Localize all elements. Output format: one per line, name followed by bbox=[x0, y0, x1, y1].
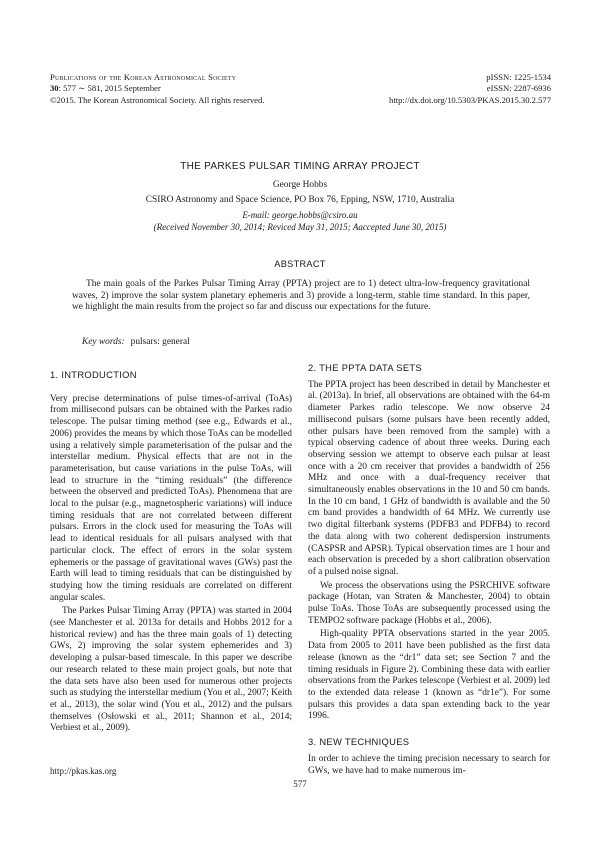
right-column bbox=[308, 362, 550, 777]
received-dates: (Received November 30, 2014; Reviced May 31, 2015; Aaccepted June 30, 2015) bbox=[153, 222, 447, 232]
copyright-line: ©2015. The Korean Astronomical Society. All rights reserved. bbox=[50, 94, 265, 105]
paragraph: In order to achieve the timing precision necessary to search for GWs, we have had to make numerous im- bbox=[308, 753, 550, 776]
paragraph: High-quality PPTA observations started in the year 2005. Data from 2005 to 2011 have been published as the first data release (known as the “dr1” data set; see Section 7 and the timing residuals in Figure 2). Combining these data with earlier observations from the Parkes telescope (Verbiest et al. 2009) led to the extended data release 1 (known as “dr1e”). For some pulsars this provides a data span extending back to the year 1996. bbox=[308, 629, 550, 722]
issn-block bbox=[311, 72, 551, 106]
paragraph: The Parkes Pulsar Timing Array (PPTA) was started in 2004 (see Manchester et al. 2013a for details and Hobbs 2012 for a historical review) and has the three main goals of 1) detecting GWs, 2) improving the solar system ephemerides and 3) developing a pulsar-based timescale. In this paper we describe our research related to these main project goals, but note that the data sets have also been used for numerous other projects such as studying the interstellar medium (You et al., 2007; Keith et al., 2013), the solar wind (You et al., 2012) and the pulsars themselves (Osłowski et al., 2011; Shannon et al., 2014; Verbiest et al., 2009). bbox=[50, 606, 292, 734]
left-column bbox=[50, 369, 292, 735]
keywords-value: pulsars: general bbox=[130, 337, 190, 347]
keywords-label: Key words: bbox=[82, 337, 125, 347]
journal-header bbox=[50, 72, 350, 106]
volume-number: 30 bbox=[50, 83, 59, 94]
abstract-heading: ABSTRACT bbox=[274, 259, 326, 269]
section-heading-data-sets: 2. THE PPTA DATA SETS bbox=[308, 362, 422, 373]
section-heading-introduction: 1. INTRODUCTION bbox=[50, 369, 137, 380]
section-heading-new-techniques: 3. NEW TECHNIQUES bbox=[308, 736, 410, 748]
paragraph: We process the observations using the PSRCHIVE software package (Hotan, van Straten & Manchester, 2004) to obtain pulse ToAs. Those ToAs are subsequently processed using the TEMPO2 software package (Hobbs et al., 2006). bbox=[308, 580, 550, 626]
author-email[interactable]: E-mail: george.hobbs@csiro.au bbox=[242, 210, 358, 220]
affiliation: CSIRO Astronomy and Space Science, PO Box 76, Epping, NSW, 1710, Australia bbox=[145, 195, 455, 205]
paragraph: Very precise determinations of pulse times-of-arrival (ToAs) from millisecond pulsars can be obtained with the Parkes radio telescope. The pulsar timing method (see e.g., Edwards et al., 2006) provides the means by which those ToAs can be modelled using a relatively simple parameterisation of the pulsar and the interstellar medium. Physical effects that are not in the parameterisation, but cause variations in the pulse ToAs, will lead to structure in the “timing residuals” (the difference between the observed and predicted ToAs). Phenomena that are local to the pulsar (e.g., magnetospheric variations) will induce timing residuals that are not correlated between different pulsars. Errors in the clock used for measuring the ToAs will lead to identical residuals for all pulsars analysed with that particular clock. The effect of errors in the solar system ephemeris or the passage of gravitational waves (GWs) past the Earth will lead to timing residuals that can be distinguished by studying how the timing residuals are correlated on different angular scales. bbox=[50, 393, 292, 603]
journal-url[interactable]: http://pkas.kas.org bbox=[50, 766, 117, 776]
eissn: eISSN: 2287-6936 bbox=[486, 83, 551, 94]
journal-name: Publications of the Korean Astronomical Society bbox=[50, 72, 237, 82]
paragraph: The PPTA project has been described in detail by Manchester et al. (2013a). In brief, all observations are obtained with the 64-m diameter Parkes radio telescope. We now observe 24 millisecond pulsars (some pulsars have been recently added, other pulsars have been removed from the sample) with a typical observing cadence of about three weeks. During each observing session we attempt to observe each pulsar at least once with a 20 cm receiver that provides a bandwidth of 256 MHz and once with a dual-frequency receiver that simultaneously enables observations in the 10 and 50 cm bands. In the 10 cm band, 1 GHz of bandwidth is available and the 50 cm band provides a bandwidth of 64 MHz. We currently use two digital filterbank systems (PDFB3 and PDFB4) to record the data along with two coherent dedispersion instruments (CASPSR and APSR). Typical observation times are 1 hour and each observation is preceded by a short calibration observation of a pulsed noise signal. bbox=[308, 379, 550, 577]
volume-line bbox=[50, 83, 350, 94]
author-name: George Hobbs bbox=[272, 180, 328, 190]
page-number: 577 bbox=[293, 779, 307, 789]
volume-pages: : 577 ∼ 581, 2015 September bbox=[58, 83, 161, 94]
doi-link[interactable]: http://dx.doi.org/10.5303/PKAS.2015.30.2.577 bbox=[389, 94, 551, 105]
abstract-text: The main goals of the Parkes Pulsar Timing Array (PPTA) project are to 1) detect ultra-low-frequency gravitational waves, 2) improve the solar system planetary ephemeris and 3) provide a long-term, stable time standard. In this paper, we highlight the main results from the project so far and discuss our expectations for the future. bbox=[72, 279, 530, 313]
keywords-line bbox=[82, 337, 190, 347]
paper-title: THE PARKES PULSAR TIMING ARRAY PROJECT bbox=[180, 161, 420, 172]
pissn: pISSN: 1225-1534 bbox=[486, 72, 551, 82]
